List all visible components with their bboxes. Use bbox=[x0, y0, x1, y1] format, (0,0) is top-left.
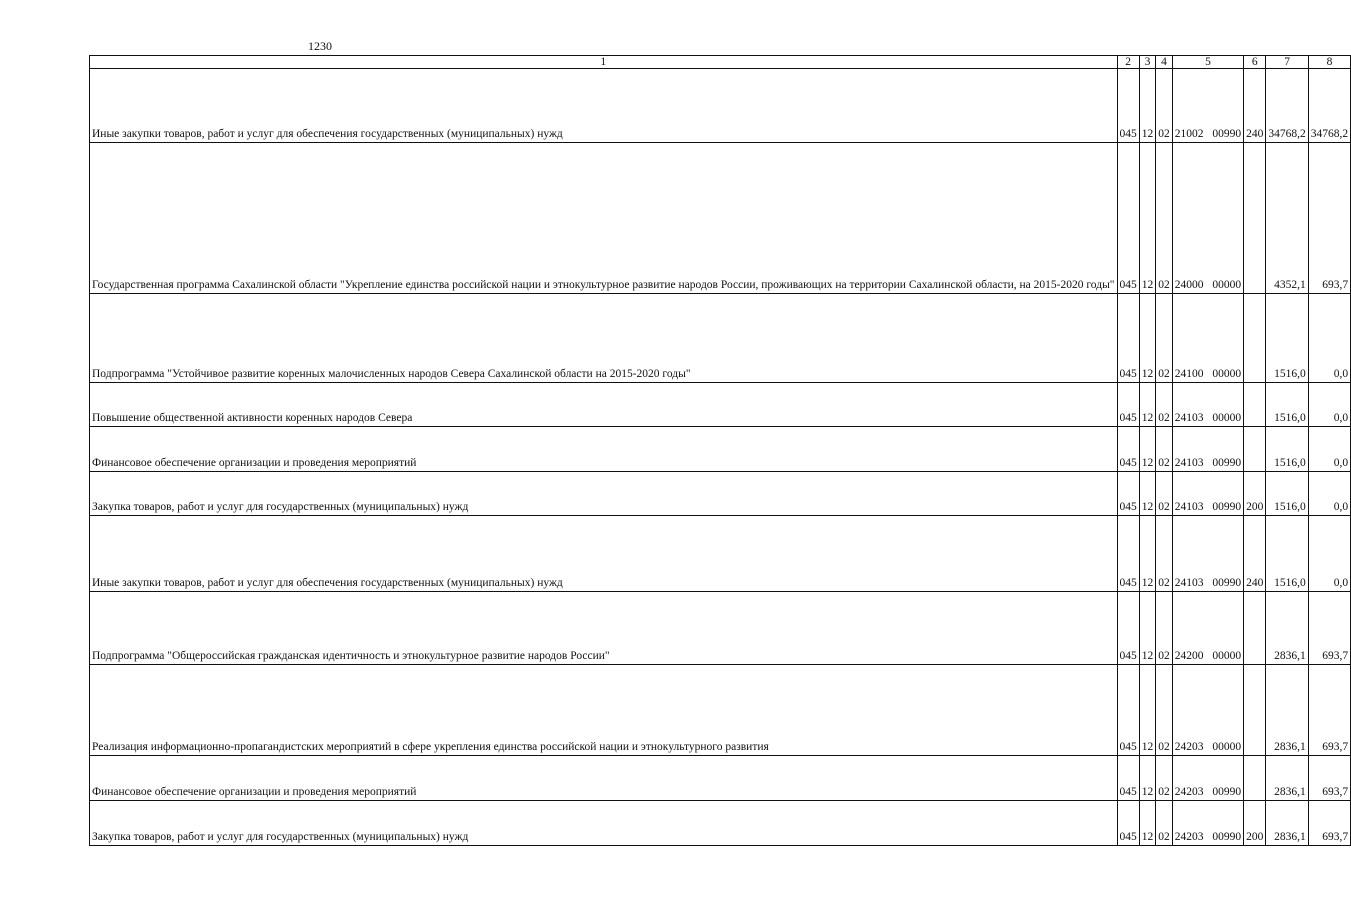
expense-type: 240 bbox=[1244, 69, 1266, 143]
row-name: Иные закупки товаров, работ и услуг для обеспечения государственных (муниципальных) нужд bbox=[90, 69, 1118, 143]
column-header: 4 bbox=[1156, 56, 1173, 69]
sum-col8: 0,0 bbox=[1308, 472, 1350, 516]
sum-col8: 693,7 bbox=[1308, 592, 1350, 665]
target-article: 24103 00990 bbox=[1172, 427, 1243, 472]
ministry-code: 045 bbox=[1117, 383, 1139, 427]
ministry-code: 045 bbox=[1117, 801, 1139, 846]
row-name: Повышение общественной активности коренных народов Севера bbox=[90, 383, 1118, 427]
expense-type: 200 bbox=[1244, 472, 1266, 516]
row-name: Иные закупки товаров, работ и услуг для обеспечения государственных (муниципальных) нужд bbox=[90, 516, 1118, 592]
section-code: 12 bbox=[1139, 383, 1156, 427]
subsection-code: 02 bbox=[1156, 69, 1173, 143]
section-code: 12 bbox=[1139, 592, 1156, 665]
table-row bbox=[90, 801, 1351, 846]
sum-col8: 0,0 bbox=[1308, 383, 1350, 427]
table-row bbox=[90, 69, 1351, 143]
subsection-code: 02 bbox=[1156, 801, 1173, 846]
target-article: 24103 00990 bbox=[1172, 516, 1243, 592]
row-name: Реализация информационно-пропагандистских мероприятий в сфере укрепления единства российской нации и этнокультурного развития bbox=[90, 665, 1118, 756]
section-code: 12 bbox=[1139, 665, 1156, 756]
budget-table bbox=[89, 55, 1351, 846]
subsection-code: 02 bbox=[1156, 516, 1173, 592]
target-article: 24103 00990 bbox=[1172, 472, 1243, 516]
target-article: 24100 00000 bbox=[1172, 294, 1243, 383]
sum-col7: 1516,0 bbox=[1266, 294, 1308, 383]
table-row bbox=[90, 472, 1351, 516]
ministry-code: 045 bbox=[1117, 592, 1139, 665]
table-row bbox=[90, 592, 1351, 665]
row-name: Закупка товаров, работ и услуг для государственных (муниципальных) нужд bbox=[90, 472, 1118, 516]
expense-type: 240 bbox=[1244, 516, 1266, 592]
ministry-code: 045 bbox=[1117, 294, 1139, 383]
subsection-code: 02 bbox=[1156, 665, 1173, 756]
sum-col7: 1516,0 bbox=[1266, 516, 1308, 592]
subsection-code: 02 bbox=[1156, 756, 1173, 801]
column-header: 3 bbox=[1139, 56, 1156, 69]
subsection-code: 02 bbox=[1156, 427, 1173, 472]
target-article: 24203 00990 bbox=[1172, 756, 1243, 801]
section-code: 12 bbox=[1139, 427, 1156, 472]
sum-col8: 693,7 bbox=[1308, 143, 1350, 294]
sum-col7: 1516,0 bbox=[1266, 383, 1308, 427]
sum-col8: 693,7 bbox=[1308, 665, 1350, 756]
section-code: 12 bbox=[1139, 69, 1156, 143]
target-article: 24103 00000 bbox=[1172, 383, 1243, 427]
row-name: Финансовое обеспечение организации и проведения мероприятий bbox=[90, 427, 1118, 472]
section-code: 12 bbox=[1139, 516, 1156, 592]
sum-col8: 0,0 bbox=[1308, 516, 1350, 592]
column-header: 8 bbox=[1308, 56, 1350, 69]
expense-type: 200 bbox=[1244, 801, 1266, 846]
row-name: Закупка товаров, работ и услуг для государственных (муниципальных) нужд bbox=[90, 801, 1118, 846]
table-row bbox=[90, 383, 1351, 427]
sum-col8: 0,0 bbox=[1308, 427, 1350, 472]
sum-col7: 34768,2 bbox=[1266, 69, 1308, 143]
sum-col7: 2836,1 bbox=[1266, 592, 1308, 665]
row-name: Финансовое обеспечение организации и проведения мероприятий bbox=[90, 756, 1118, 801]
header-row bbox=[90, 56, 1351, 69]
subsection-code: 02 bbox=[1156, 143, 1173, 294]
section-code: 12 bbox=[1139, 294, 1156, 383]
target-article: 24203 00000 bbox=[1172, 665, 1243, 756]
table-row bbox=[90, 665, 1351, 756]
column-header: 1 bbox=[90, 56, 1118, 69]
sum-col8: 34768,2 bbox=[1308, 69, 1350, 143]
subsection-code: 02 bbox=[1156, 472, 1173, 516]
sum-col7: 1516,0 bbox=[1266, 427, 1308, 472]
sum-col8: 693,7 bbox=[1308, 756, 1350, 801]
subsection-code: 02 bbox=[1156, 294, 1173, 383]
column-header: 5 bbox=[1172, 56, 1243, 69]
table-row bbox=[90, 756, 1351, 801]
sum-col8: 693,7 bbox=[1308, 801, 1350, 846]
expense-type bbox=[1244, 294, 1266, 383]
ministry-code: 045 bbox=[1117, 143, 1139, 294]
ministry-code: 045 bbox=[1117, 665, 1139, 756]
sum-col7: 1516,0 bbox=[1266, 472, 1308, 516]
column-header: 2 bbox=[1117, 56, 1139, 69]
sum-col7: 2836,1 bbox=[1266, 756, 1308, 801]
row-name: Подпрограмма "Общероссийская гражданская идентичность и этнокультурное развитие народов России" bbox=[90, 592, 1118, 665]
expense-type bbox=[1244, 143, 1266, 294]
table-row bbox=[90, 516, 1351, 592]
expense-type bbox=[1244, 427, 1266, 472]
target-article: 24203 00990 bbox=[1172, 801, 1243, 846]
ministry-code: 045 bbox=[1117, 516, 1139, 592]
expense-type bbox=[1244, 383, 1266, 427]
sum-col7: 2836,1 bbox=[1266, 665, 1308, 756]
ministry-code: 045 bbox=[1117, 472, 1139, 516]
expense-type bbox=[1244, 756, 1266, 801]
column-header: 6 bbox=[1244, 56, 1266, 69]
sum-col8: 0,0 bbox=[1308, 294, 1350, 383]
section-code: 12 bbox=[1139, 472, 1156, 516]
sum-col7: 2836,1 bbox=[1266, 801, 1308, 846]
target-article: 24000 00000 bbox=[1172, 143, 1243, 294]
target-article: 21002 00990 bbox=[1172, 69, 1243, 143]
page-number: 1230 bbox=[308, 39, 332, 53]
expense-type bbox=[1244, 592, 1266, 665]
subsection-code: 02 bbox=[1156, 383, 1173, 427]
section-code: 12 bbox=[1139, 756, 1156, 801]
target-article: 24200 00000 bbox=[1172, 592, 1243, 665]
sum-col7: 4352,1 bbox=[1266, 143, 1308, 294]
section-code: 12 bbox=[1139, 143, 1156, 294]
expense-type bbox=[1244, 665, 1266, 756]
row-name: Государственная программа Сахалинской области "Укрепление единства российской нации и этнокультурное развитие народов России, проживающих на территории Сахалинской области, на 2015-2020 годы" bbox=[90, 143, 1118, 294]
row-name: Подпрограмма "Устойчивое развитие коренных малочисленных народов Севера Сахалинской области на 2015-2020 годы" bbox=[90, 294, 1118, 383]
column-header: 7 bbox=[1266, 56, 1308, 69]
ministry-code: 045 bbox=[1117, 756, 1139, 801]
table-row bbox=[90, 143, 1351, 294]
subsection-code: 02 bbox=[1156, 592, 1173, 665]
ministry-code: 045 bbox=[1117, 427, 1139, 472]
section-code: 12 bbox=[1139, 801, 1156, 846]
table-row bbox=[90, 427, 1351, 472]
table-row bbox=[90, 294, 1351, 383]
ministry-code: 045 bbox=[1117, 69, 1139, 143]
